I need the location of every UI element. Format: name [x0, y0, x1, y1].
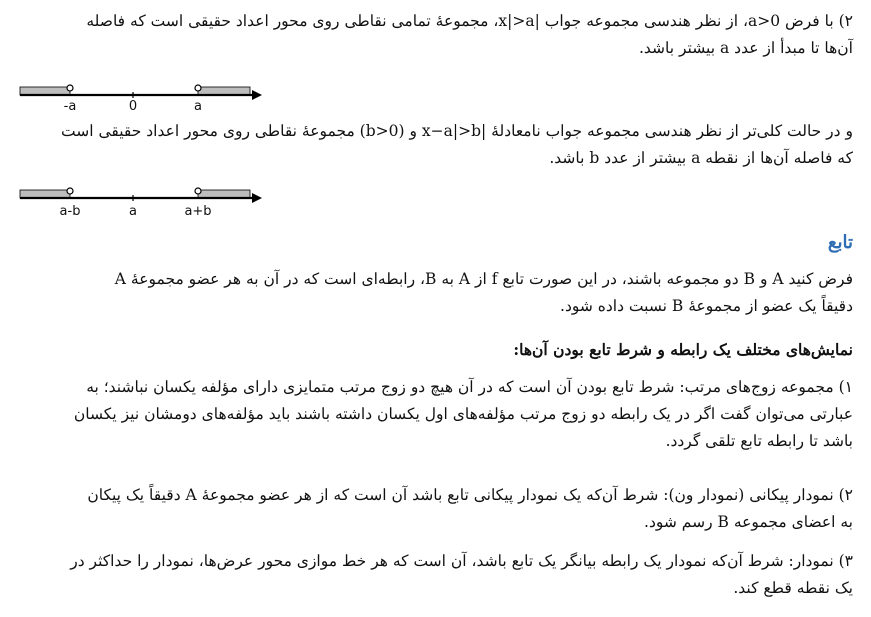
absolute-paragraph-1 [18, 8, 853, 62]
number-line-abs-x-minus-a-gt-b [18, 183, 268, 219]
text-line: آن‌ها تا مبدأ از عدد a بیشتر باشد. [638, 39, 853, 57]
number-line-abs-x-gt-a [18, 80, 268, 114]
open-point-a-minus-b [67, 188, 73, 194]
label-neg-a: -a [63, 99, 77, 114]
open-point-a [195, 85, 201, 91]
text-line: ۳) نمودار: شرط آن‌که نمودار یک رابطه بیانگر یک تابع باشد، آن است که هر خط موازی محور عرض‌ها، نمودار را حداکثر در [70, 552, 853, 570]
text-line: یک نقطه قطع کند. [733, 579, 853, 597]
shaded-region-left [20, 190, 70, 198]
text-line: ۲) نمودار پیکانی (نمودار ون): شرط آن‌که یک نمودار پیکانی تابع باشد آن است که از هر عضو مجموعهٔ A دقیقاً یک پیکان [87, 486, 853, 504]
shaded-region-right [198, 190, 250, 198]
text-line: فرض کنید A و B دو مجموعه باشند، در این صورت تابع f از A به B، رابطه‌ای است که در آن به هر عضو مجموعهٔ A [114, 270, 853, 288]
axis-arrow-icon [252, 90, 262, 100]
section-heading-function: تابع [827, 232, 853, 253]
list-item-graph [18, 548, 853, 602]
label-a: a [194, 99, 202, 114]
text-line: ۱) مجموعه زوج‌های مرتب: شرط تابع بودن آن است که در آن هیچ دو زوج مرتب متمایزی دارای مؤلفه یکسان نباشند؛ به [86, 378, 853, 396]
shaded-region-left [20, 87, 70, 95]
label-zero: 0 [128, 99, 138, 114]
text-line: باشد تا رابطه تابع تلقی گردد. [665, 432, 853, 450]
text-line: دقیقاً یک عضو از مجموعهٔ B نسبت داده شود. [560, 297, 853, 315]
list-item-arrow-diagram [18, 482, 853, 536]
text-line: عبارتی می‌توان گفت اگر در یک رابطه دو زوج مرتب مؤلفه‌های اول یکسان داشته باشند باید مؤلفه‌های دومشان نیز یکسان [73, 405, 853, 423]
open-point-neg-a [67, 85, 73, 91]
text-line: به اعضای مجموعه B رسم شود. [644, 513, 853, 531]
axis-arrow-icon [252, 193, 262, 203]
label-a: a [129, 204, 137, 219]
shaded-region-right [198, 87, 250, 95]
function-definition [18, 266, 853, 320]
absolute-paragraph-2 [18, 118, 853, 172]
list-item-ordered-pairs [18, 374, 853, 455]
text-line: و در حالت کلی‌تر از نظر هندسی مجموعه جواب نامعادلهٔ |x−a|>b و (b>0) مجموعهٔ نقاطی روی محور اعداد حقیقی است [61, 122, 853, 140]
label-a-minus-b: a-b [59, 204, 81, 219]
label-a-plus-b: a+b [184, 204, 212, 219]
text-line: ۲) با فرض a>0، از نظر هندسی مجموعه جواب |x|>a، مجموعهٔ تمامی نقاطی روی محور اعداد حقیقی است که فاصله [86, 12, 853, 30]
text-line: که فاصله آن‌ها از نقطه a بیشتر از عدد b باشد. [549, 149, 853, 167]
open-point-a-plus-b [195, 188, 201, 194]
subheading-representations: نمایش‌های مختلف یک رابطه و شرط تابع بودن آن‌ها: [513, 340, 853, 359]
